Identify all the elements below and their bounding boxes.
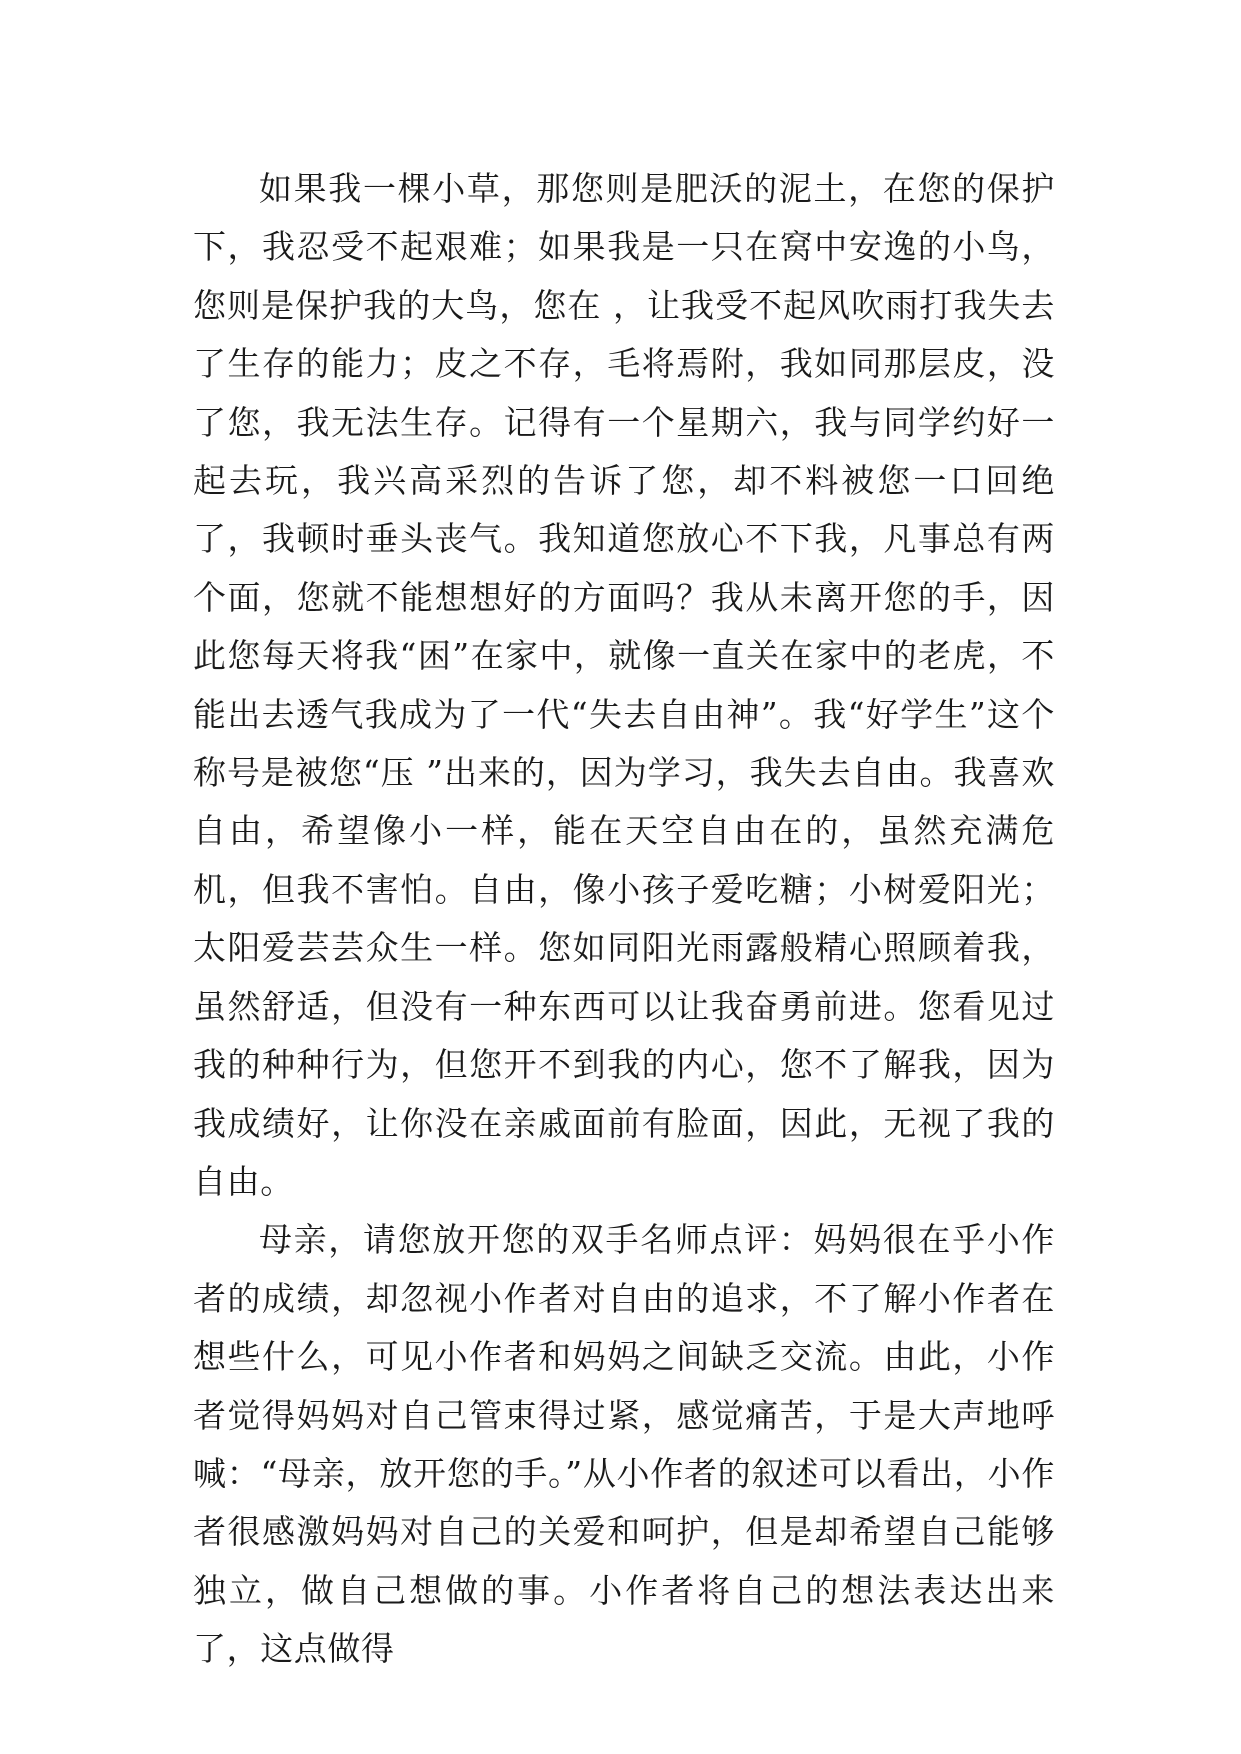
document-body [193,160,1055,1679]
paragraph-1: 如果我一棵小草，那您则是肥沃的泥土，在您的保护下，我忍受不起艰难；如果我是一只在窝中安逸的小鸟，您则是保护我的大鸟，您在 ，让我受不起风吹雨打我失去了生存的能力；皮之不存，毛将焉附，我如同那层皮，没了您，我无法生存。记得有一个星期六，我与同学约好一起去玩，我兴高采烈的告诉了您，却不料被您一口回绝了，我顿时垂头丧气。我知道您放心不下我，凡事总有两个面，您就不能想想好的方面吗？我从未离开您的手，因此您每天将我“困”在家中，就像一直关在家中的老虎，不能出去透气我成为了一代“失去自由神”。我“好学生”这个称号是被您“压 ”出来的，因为学习，我失去自由。我喜欢自由，希望像小一样，能在天空自由在的，虽然充满危机，但我不害怕。自由，像小孩子爱吃糖；小树爱阳光；太阳爱芸芸众生一样。您如同阳光雨露般精心照顾着我，虽然舒适，但没有一种东西可以让我奋勇前进。您看见过我的种种行为，但您开不到我的内心，您不了解我，因为我成绩好，让你没在亲戚面前有脸面，因此，无视了我的自由。 [193,169,1055,1201]
paragraph-2: 母亲，请您放开您的双手名师点评：妈妈很在乎小作者的成绩，却忽视小作者对自由的追求，不了解小作者在想些什么，可见小作者和妈妈之间缺乏交流。由此，小作者觉得妈妈对自己管束得过紧，感觉痛苦，于是大声地呼喊：“母亲，放开您的手。”从小作者的叙述可以看出，小作者很感激妈妈对自己的关爱和呵护，但是却希望自己能够独立，做自己想做的事。小作者将自己的想法表达出来了，这点做得 [193,1220,1055,1669]
